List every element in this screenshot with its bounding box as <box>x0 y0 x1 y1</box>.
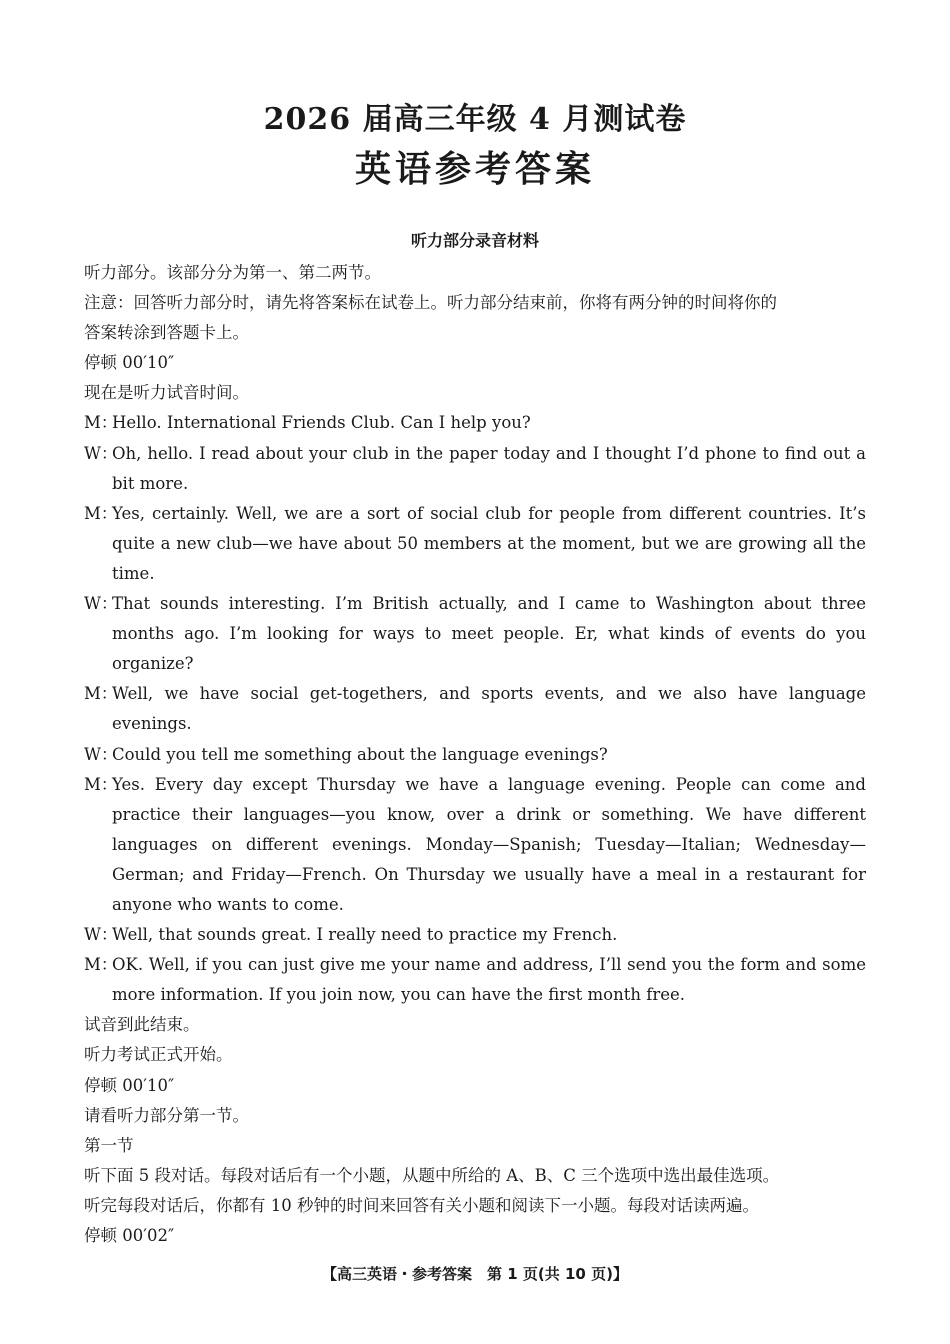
exam-title: 2026 届高三年级 4 月测试卷 <box>263 102 687 137</box>
dialog-line <box>84 740 866 770</box>
speaker-label: M： <box>84 413 118 433</box>
dialog-text: Yes. Every day except Thursday we have a language evening. People can come and practice their languages—you know, over a drink or something. We have different languages on different evenings. Monday—Spanish; Tuesday—Italian; Wednesday—German; and Friday—French. On Thursday we usually have a meal in a restaurant for anyone who wants to come. <box>112 774 866 914</box>
dialog-text: Oh, hello. I read about your club in the paper today and I thought I’d phone to find out a bit more. <box>112 443 866 493</box>
dialog-text: Well, that sounds great. I really need to practice my French. <box>112 925 618 945</box>
dialog-line <box>84 770 866 920</box>
dialog-text: Could you tell me something about the language evenings? <box>112 744 608 764</box>
text-line: 听下面 5 段对话。每段对话后有一个小题，从题中所给的 A、B、C 三个选项中选出最佳选项。 <box>84 1165 780 1185</box>
text-line: 听力部分。该部分分为第一、第二两节。 <box>84 263 381 282</box>
dialog-text: Hello. International Friends Club. Can I help you? <box>112 413 531 433</box>
text-line: 试音到此结束。 <box>84 1015 200 1035</box>
page-footer: 【高三英语・参考答案 第 1 页(共 10 页)】 <box>322 1265 628 1283</box>
dialog-text: That sounds interesting. I’m British actually, and I came to Washington about three months ago. I’m looking for ways to meet people. Er, what kinds of events do you organize? <box>112 594 866 674</box>
speaker-label: W： <box>84 744 118 764</box>
speaker-label: M： <box>84 774 118 794</box>
text-line: 停顿 00′02″ <box>84 1226 175 1245</box>
dialog-text: Yes, certainly. Well, we are a sort of social club for people from different countries. It’s quite a new club—we have about 50 members at the moment, but we are growing all the time. <box>112 503 866 583</box>
dialog-line <box>84 920 866 950</box>
dialog-line <box>84 679 866 739</box>
text-line: 注意：回答听力部分时，请先将答案标在试卷上。听力部分结束前，你将有两分钟的时间将你的 <box>84 293 777 313</box>
dialog-line <box>84 499 866 589</box>
section-heading: 听力部分录音材料 <box>410 231 539 250</box>
speaker-label: M： <box>84 503 118 523</box>
speaker-label: M： <box>84 955 118 975</box>
speaker-label: W： <box>84 925 118 945</box>
speaker-label: W： <box>84 594 118 614</box>
dialog-line <box>84 408 866 438</box>
text-line: 停顿 00′10″ <box>84 1075 175 1095</box>
text-line: 听完每段对话后，你都有 10 秒钟的时间来回答有关小题和阅读下一小题。每段对话读两遍。 <box>84 1195 759 1215</box>
dialog-text: OK. Well, if you can just give me your name and address, I’ll send you the form and some more information. If you join now, you can have the first month free. <box>112 955 866 1005</box>
speaker-label: M： <box>84 684 118 704</box>
dialog-line <box>84 950 866 1010</box>
text-line: 现在是听力试音时间。 <box>84 383 249 403</box>
speaker-label: W： <box>84 443 118 463</box>
answer-key-title: 英语参考答案 <box>354 148 595 190</box>
text-line: 请看听力部分第一节。 <box>84 1105 249 1125</box>
dialog-line <box>84 439 866 499</box>
dialog-line <box>84 589 866 679</box>
text-line: 听力考试正式开始。 <box>84 1045 233 1065</box>
text-line: 答案转涂到答题卡上。 <box>84 323 249 343</box>
dialog-text: Well, we have social get-togethers, and sports events, and we also have language evenings. <box>112 684 866 734</box>
transcript-body <box>84 258 866 1251</box>
text-line: 第一节 <box>84 1135 134 1155</box>
text-line: 停顿 00′10″ <box>84 353 175 373</box>
